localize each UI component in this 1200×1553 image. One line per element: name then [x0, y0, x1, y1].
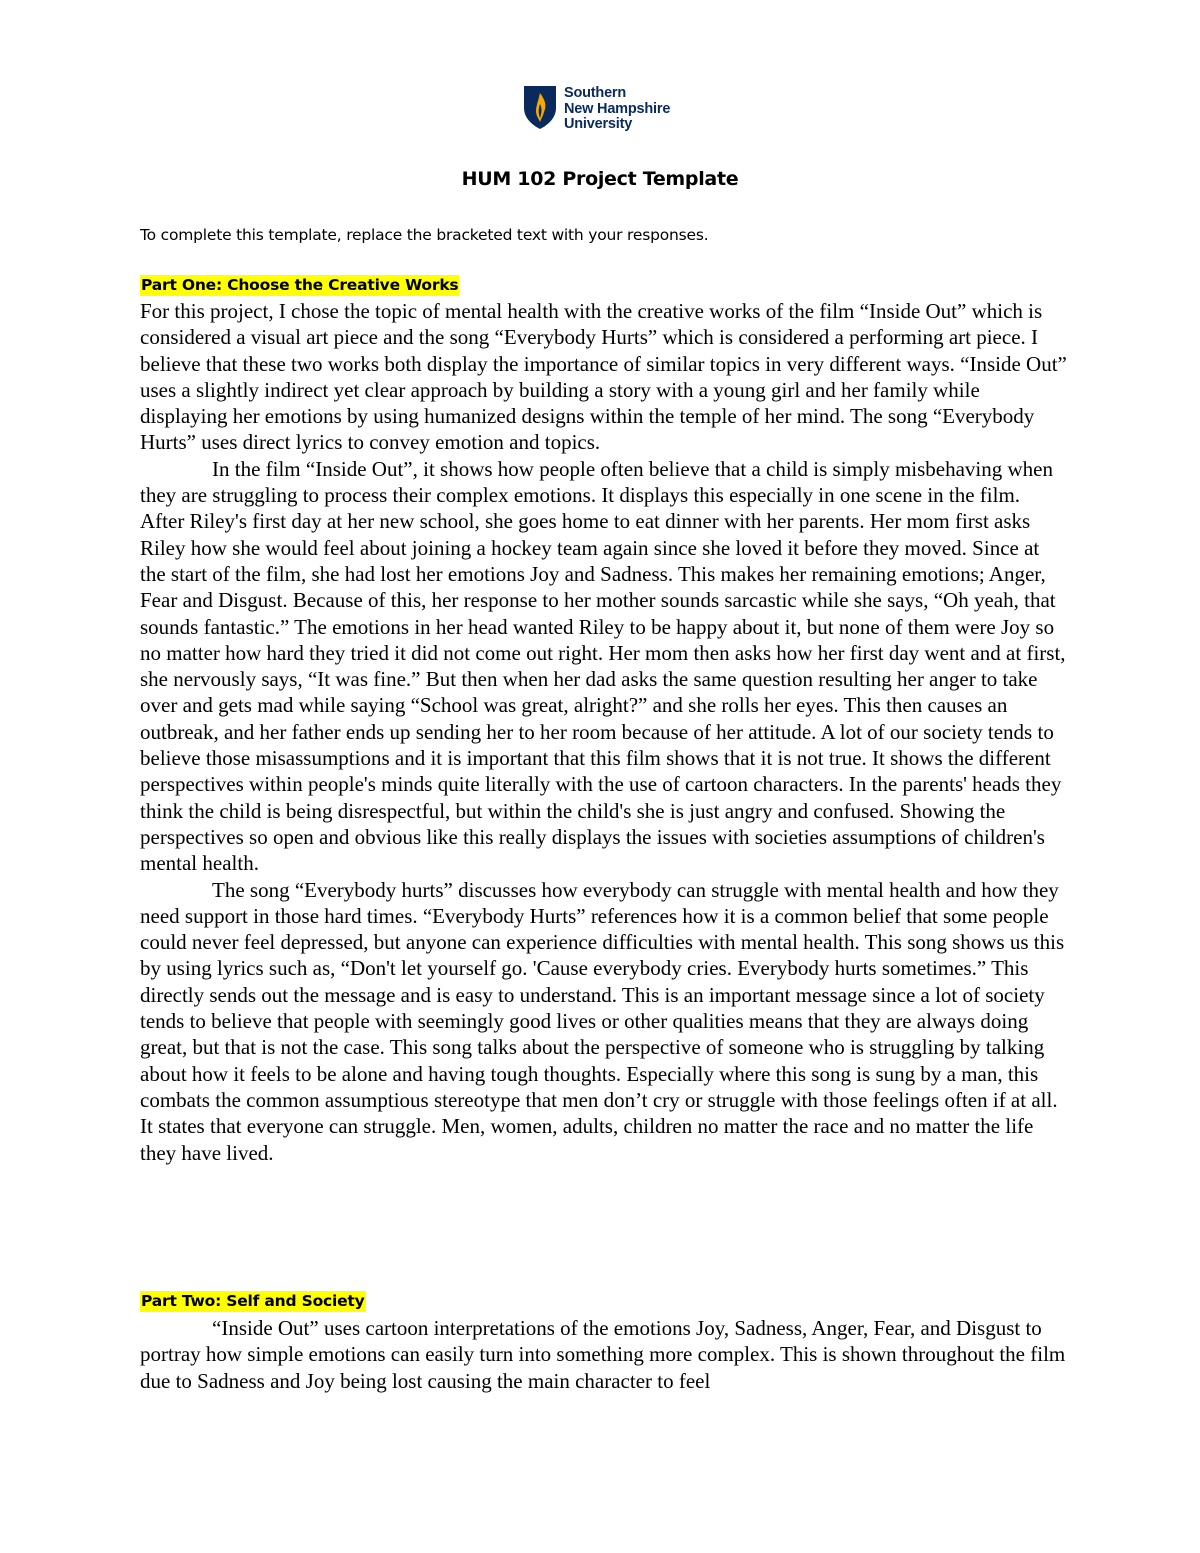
part-one-paragraph-2: In the film “Inside Out”, it shows how people often believe that a child is simply misbehaving when they are struggling to process their complex emotions. It displays this especially in one scene in the film. After Riley's first day at her new school, she goes home to eat dinner with her parents. Her mom first asks Riley how she would feel about joining a hockey team again since she loved it before they moved. Since at the start of the film, she had lost her emotions Joy and Sadness. This makes her remaining emotions; Anger, Fear and Disgust. Because of this, her response to her mother sounds sarcastic while she says, “Oh yeah, that sounds fantastic.” The emotions in her head wanted Riley to be happy about it, but none of them were Joy so no matter how hard they tried it did not come out right. Her mom then asks how her first day went and at first, she nervously says, “It was fine.” But then when her dad asks the same question resulting her anger to take over and gets mad while saying “School was great, alright?” and she rolls her eyes. This then causes an outbreak, and her father ends up sending her to her room because of her attitude. A lot of our society tends to believe those misassumptions and it is important that this film shows that it is not true. It shows the different perspectives within people's minds quite literally with the use of cartoon characters. In the parents' heads they think the child is being disrespectful, but within the child's she is just angry and confused. Showing the perspectives so open and obvious like this really displays the issues with societies assumptions of children's mental health. — [140, 456, 1066, 876]
flame-shield-icon — [522, 84, 558, 130]
part-two-body — [140, 1315, 1068, 1394]
part-one-paragraph-3: The song “Everybody hurts” discusses how everybody can struggle with mental health and how they need support in those hard times. “Everybody Hurts” references how it is a common belief that some people could never feel depressed, but anyone can experience difficulties with mental health. This song shows us this by using lyrics such as, “Don't let yourself go. 'Cause everybody cries. Everybody hurts sometimes.” This directly sends out the message and is easy to understand. This is an important message since a lot of society tends to believe that people with seemingly good lives or other qualities means that they are always doing great, but that is not the case. This song talks about the perspective of someone who is struggling by talking about how it feels to be alone and having tough thoughts. Especially where this song is sung by a man, this combats the common assumptious stereotype that men don’t cry or struggle with those feelings often if at all. It states that everyone can struggle. Men, women, adults, children no matter the race and no matter the life they have lived. — [140, 877, 1065, 1165]
logo-wordmark — [564, 86, 670, 133]
university-logo — [522, 84, 692, 136]
part-one-body — [140, 298, 1068, 1166]
template-instructions: To complete this template, replace the bracketed text with your responses. — [140, 226, 709, 244]
part-one-heading: Part One: Choose the Creative Works — [141, 276, 459, 294]
part-two-paragraph-1: “Inside Out” uses cartoon interpretations of the emotions Joy, Sadness, Anger, Fear, and Disgust to portray how simple emotions can easily turn into something more complex. This is shown throughout the film due to Sadness and Joy being lost causing the main character to feel — [140, 1316, 1066, 1393]
logo-line-1: Southern — [564, 85, 627, 101]
logo-line-2: New Hampshire — [564, 100, 671, 117]
logo-line-3: University — [564, 116, 633, 132]
part-one-paragraph-1: For this project, I chose the topic of mental health with the creative works of the film “Inside Out” which is considered a visual art piece and the song “Everybody Hurts” which is considered a performing art piece. I believe that these two works both display the importance of similar topics in very different ways. “Inside Out” uses a slightly indirect yet clear approach by building a story with a young girl and her family while displaying her emotions by using humanized designs within the temple of her mind. The song “Everybody Hurts” uses direct lyrics to convey emotion and topics. — [140, 299, 1067, 455]
document-title: HUM 102 Project Template — [461, 168, 739, 190]
part-two-heading: Part Two: Self and Society — [141, 1292, 365, 1310]
